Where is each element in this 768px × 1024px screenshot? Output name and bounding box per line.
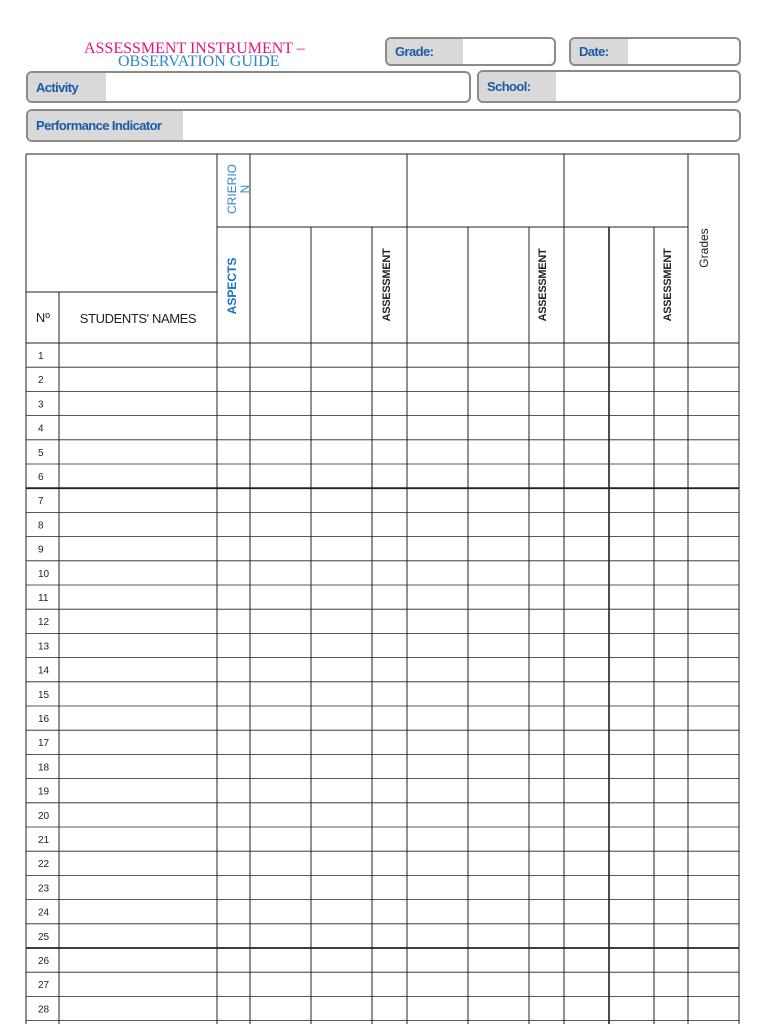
row-number: 20 (38, 810, 50, 822)
row-number: 1 (38, 351, 44, 362)
row-number: 6 (38, 472, 44, 483)
row-number: 3 (38, 399, 44, 411)
row-number: 2 (38, 375, 44, 387)
row-number: 12 (38, 617, 50, 629)
row-number: 5 (38, 447, 44, 459)
row-number: 18 (38, 762, 50, 774)
row-number: 14 (38, 665, 50, 677)
assessment-label-2: ASSESSMENT (537, 248, 549, 322)
row-number: 21 (38, 835, 50, 846)
grades-header: Grades (697, 228, 711, 268)
row-number: 15 (38, 689, 50, 701)
names-header: STUDENTS' NAMES (79, 311, 197, 326)
row-number: 28 (38, 1004, 50, 1016)
row-number: 23 (38, 883, 50, 895)
row-number: 11 (38, 593, 49, 604)
row-number: 19 (38, 786, 50, 798)
assessment-label-1: ASSESSMENT (381, 248, 393, 322)
row-number: 26 (38, 956, 50, 967)
number-header: Nº (35, 310, 51, 325)
criterion-label-tail: N (238, 184, 252, 194)
row-number: 24 (38, 907, 50, 919)
row-number: 8 (38, 520, 44, 532)
row-number: 9 (38, 544, 44, 556)
row-number: 4 (38, 423, 44, 435)
title-line-2: OBSERVATION GUIDE (118, 53, 280, 70)
row-number: 10 (38, 568, 50, 580)
date-label: Date: (571, 39, 628, 64)
criterion-label: CRIERIO (225, 163, 239, 215)
row-number: 27 (38, 980, 50, 992)
row-number: 25 (38, 931, 50, 943)
row-number: 7 (38, 496, 44, 508)
row-number: 16 (38, 714, 50, 725)
row-number: 17 (38, 738, 50, 750)
row-number: 22 (38, 859, 50, 871)
assessment-label-3: ASSESSMENT (662, 248, 674, 322)
school-label: School: (479, 72, 556, 101)
activity-label: Activity (28, 73, 106, 101)
row-number: 13 (38, 641, 50, 653)
aspects-label: ASPECTS (225, 257, 239, 315)
title-line-1: ASSESSMENT INSTRUMENT – (84, 40, 305, 57)
performance-indicator-label: Performance Indicator (28, 111, 183, 140)
grade-label: Grade: (387, 39, 463, 64)
